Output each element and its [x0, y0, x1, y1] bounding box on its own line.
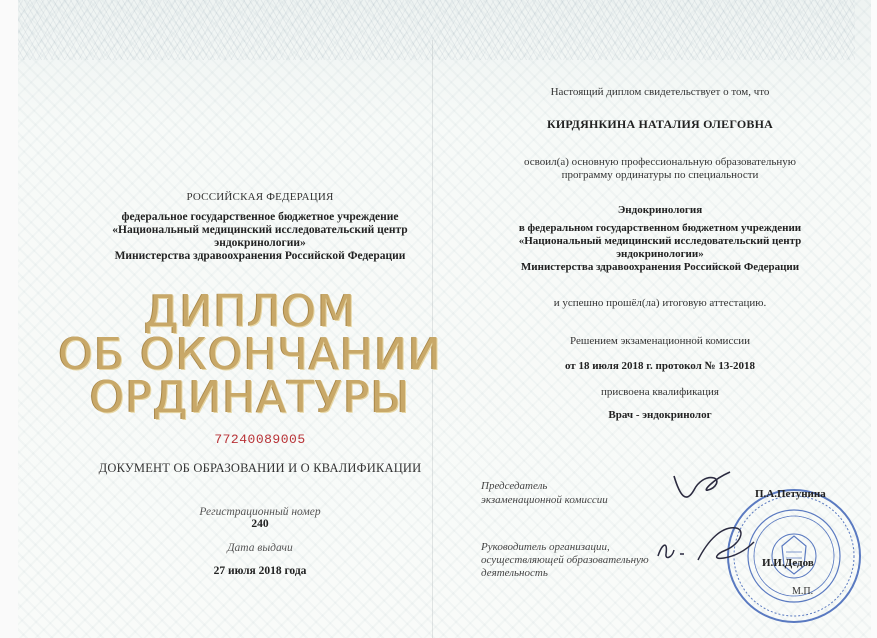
training-institution — [470, 222, 850, 274]
attestation-text: и успешно прошёл(ла) итоговую аттестацию. — [553, 297, 767, 309]
graduate-full-name: КИРДЯНКИНА НАТАЛИЯ ОЛЕГОВНА — [546, 117, 774, 131]
qualification: Врач - эндокринолог — [608, 409, 712, 421]
diploma-title — [40, 286, 460, 423]
page-edge-right — [871, 0, 877, 638]
reg-number-label: Регистрационный номер — [199, 506, 321, 518]
institution-line: федеральное государственное бюджетное учреждение — [121, 211, 399, 223]
chair-label-line: экзаменационной комиссии — [481, 494, 608, 506]
head-label-line: Руководитель организации, — [481, 541, 610, 553]
reg-number-value: 240 — [251, 518, 269, 530]
issue-date-value: 27 июля 2018 года — [213, 565, 307, 577]
institution-block — [70, 211, 450, 263]
title-line: ОБ ОКОНЧАНИИ — [58, 329, 442, 380]
certifies-text: Настоящий диплом свидетельствует о том, что — [550, 86, 770, 98]
mastered-line: программу ординатуры по специальности — [561, 169, 759, 181]
issue-date-label: Дата выдачи — [227, 542, 293, 554]
title-line: ДИПЛОМ — [143, 286, 357, 337]
institution-line: Министерства здравоохранения Российской Федерации — [520, 261, 800, 273]
head-signature — [650, 520, 760, 570]
chair-label-line: Председатель — [481, 480, 548, 492]
page-edge-left — [0, 0, 18, 638]
country-name: РОССИЙСКАЯ ФЕДЕРАЦИЯ — [186, 191, 334, 203]
chair-name: П.А.Петунина — [755, 488, 826, 500]
assigned-text: присвоена квалификация — [601, 386, 719, 398]
institution-line: «Национальный медицинский исследовательский центр — [518, 235, 802, 247]
chair-signature — [668, 466, 738, 506]
protocol-text: от 18 июля 2018 г. протокол № 13-2018 — [564, 360, 756, 372]
institution-line: «Национальный медицинский исследовательский центр — [112, 224, 408, 236]
mastered-line: освоил(а) основную профессиональную образовательную — [524, 156, 796, 168]
institution-line: эндокринологии» — [214, 237, 306, 249]
specialty: Эндокринология — [617, 204, 703, 216]
chair-label — [481, 479, 681, 507]
institution-line: эндокринологии» — [616, 248, 704, 260]
head-label-line: деятельность — [481, 567, 548, 579]
institution-line: в федеральном государственном бюджетном учреждении — [518, 222, 802, 234]
seal-abbreviation: М.П. — [792, 586, 814, 597]
mastered-text — [470, 156, 850, 182]
decorative-guilloche-band — [18, 0, 855, 60]
head-name: И.И.Дедов — [762, 557, 814, 569]
document-type: ДОКУМЕНТ ОБ ОБРАЗОВАНИИ И О КВАЛИФИКАЦИИ — [98, 461, 422, 475]
head-label-line: осуществляющей образовательную — [481, 554, 649, 566]
serial-number: 77240089005 — [214, 432, 306, 447]
decision-text: Решением экзаменационной комиссии — [570, 335, 750, 347]
title-line: ОРДИНАТУРЫ — [89, 372, 411, 423]
institution-line: Министерства здравоохранения Российской Федерации — [114, 250, 406, 262]
